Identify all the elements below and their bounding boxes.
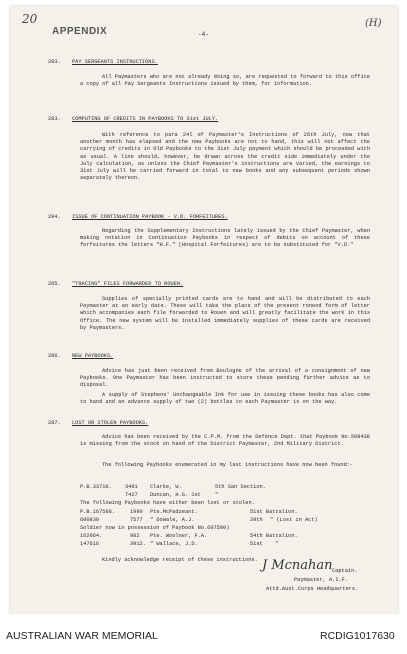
closing-line: Kindly acknowledge receipt of these instructions. [102,557,258,563]
list-item: P.B.33710. 3491 Clarke, W. 5th San Section. [80,484,266,490]
sign-rank: Captain. [332,568,358,574]
section-number: 286. [48,353,61,359]
page-mark: -4- [198,31,209,38]
section-body-2: The following Paybooks enumerated in my last instructions have now been found:- [102,462,354,468]
section-body: With reference to para 24l of Paymaster's Instructions of 26th July, now that another month has elapsed and the new Paybooks are not to hand, this will not affect the carrying of credits in Old Paybooks to the 31st July payment which should be proceeded with as usual. A line should, however, be drawn across the credit side immediately under the July calculation, as unless the Chief Paymaster's instructions are varied, the earnings to 31st July will be carried forward in total to new books and any subsequent periods shown separately thereon. [80,132,370,182]
document-page: 20 APPENDIX -4- (H) 283. PAY SERGEANTS INSTRUCTIONS. All Paymasters who are not already doing so, are requested to forward to this office a copy of all Pay Sergeants Instructions issued by them, for information. 283. COMPUTING OF CREDITS IN PAYBOOKS TO 31st JULY. With reference to para 24l of Paymaster's Instructions of 26th July, now that another month has elapsed and the new Paybooks are not to hand, this will not affect the carrying of credits in Old Paybooks to the 31st July payment which should be proceeded with as usual. A line should, however, be drawn across the credit side immediately under the July calculation, as unless the Chief Paymaster's instructions are varied, the earnings to 31st July will be carried forward in total to new books and any subsequent periods shown separately thereon. 284. ISSUE OF CONTINUATION PAYBOOK - V.D. FORFEITURES. Regarding the Supplementary Instructions lately issued by the Chief Paymaster, when making notation in Continuation Paybooks in respect of debits on account of these forfeitures the letters "H.F." (Hospital Forfeitures) are to be substituted for "V.D." 285. "TRACING" FILES FORWARDED TO ROUEN. Supplies of specially printed cards are to hand and will be distributed to each Paymaster at an early date. These will take the place of the present roneod form of letter which accompanies each file forwarded to Rouen and will greatly facilitate the work in this Office. The new system will be installed immediately supplies of these cards are received by Paymasters. 286. NEW PAYBOOKS. Advice has just been received from Boulogne of the arrival of a consignment of new Paybooks. One Paymaster has been instructed to store these pending further advice as to disposal. A supply of Stephens' Unchangeable Ink for use in issuing these books has also come to hand and an advance supply of two (2) bottles to each Paymaster is on the way. 287. LOST OR STOLEN PAYBOOKS. Advice has been received by the C.P.M. from the Defence Dept. that Paybook No.508438 is missing from the stock on hand of the District Paymaster, 2nd Military District. The following Paybooks enumerated in my last instructions have now been found:- P.B.33710. 3491 Clarke, W. 5th San Section. 7427 Duncan, H.G. 1st " The following Paybooks have either been lost or stolen. P.B.167588. 1990 Pte.McPadzeant. 51st Battalion. 600830 7577 " Dowale, A.J. 29th " (Lost in Act) Soldier now in possession of Paybook No.607500) 162064. 982 Pte. Woolner, F.A. 54th Battalion. 147616 3912. " Wallace, J.D. 51st " Kindly acknowledge receipt of these instructions. J Mcnahan Captain. Paymaster, A.I.F. Attd.Aust.Corps Headquarters. [10,6,398,614]
sign-title: Paymaster, A.I.F. [294,577,349,583]
section-number: 283. [48,59,61,65]
section-number: 284. [48,214,61,220]
list-item: Soldier now in possession of Paybook No.607500) [80,525,230,531]
footer-record-id: RCDIG1017630 [320,630,395,642]
section-heading: "TRACING" FILES FORWARDED TO ROUEN. [72,281,184,287]
lost-intro: The following Paybooks have either been lost or stolen. [80,500,255,506]
list-item: 147616 3912. " Wallace, J.D. 51st " [80,541,279,547]
section-heading: COMPUTING OF CREDITS IN PAYBOOKS TO 31st JULY. [72,116,219,122]
appendix-stamp: APPENDIX [52,26,108,37]
list-item: P.B.167588. 1990 Pte.McPadzeant. 51st Battalion. [80,509,298,515]
section-heading: LOST OR STOLEN PAYBOOKS. [72,420,149,426]
handwritten-corner-mark: (H) [365,18,382,29]
section-heading: ISSUE OF CONTINUATION PAYBOOK - V.D. FORFEITURES. [72,214,228,220]
list-item: 162064. 982 Pte. Woolner, F.A. 54th Battalion. [80,533,298,539]
section-body-2: A supply of Stephens' Unchangeable Ink for use in issuing these books has also come to hand and an advance supply of two (2) bottles to each Paymaster is on the way. [80,392,370,406]
sign-unit: Attd.Aust.Corps Headquarters. [266,586,359,592]
list-item: 600830 7577 " Dowale, A.J. 29th " (Lost in Act) [80,517,318,523]
signature: J Mcnahan [262,558,333,573]
section-heading: PAY SERGEANTS INSTRUCTIONS. [72,59,158,65]
section-number: 287. [48,420,61,426]
section-body: All Paymasters who are not already doing so, are requested to forward to this office a copy of all Pay Sergeants Instructions issued by them, for information. [80,74,370,88]
handwritten-page-number: 20 [22,12,38,26]
section-body: Regarding the Supplementary Instructions lately issued by the Chief Paymaster, when making notation in Continuation Paybooks in respect of debits on account of these forfeitures the letters "H.F." (Hospital Forfeitures) are to be substituted for "V.D." [80,228,370,249]
section-number: 283. [48,116,61,122]
archive-footer [0,614,407,654]
footer-source: AUSTRALIAN WAR MEMORIAL [6,630,158,642]
section-body: Advice has just been received from Boulogne of the arrival of a consignment of new Paybooks. One Paymaster has been instructed to store these pending further advice as to disposal. [80,368,370,389]
section-number: 285. [48,281,61,287]
section-body: Supplies of specially printed cards are to hand and will be distributed to each Paymaster at an early date. These will take the place of the present roneod form of letter which accompanies each file forwarded to Rouen and will greatly facilitate the work in this Office. The new system will be installed immediately supplies of these cards are received by Paymasters. [80,296,370,331]
section-heading: NEW PAYBOOKS. [72,353,114,359]
section-body: Advice has been received by the C.P.M. from the Defence Dept. that Paybook No.508438 is missing from the stock on hand of the District Paymaster, 2nd Military District. [80,434,370,448]
